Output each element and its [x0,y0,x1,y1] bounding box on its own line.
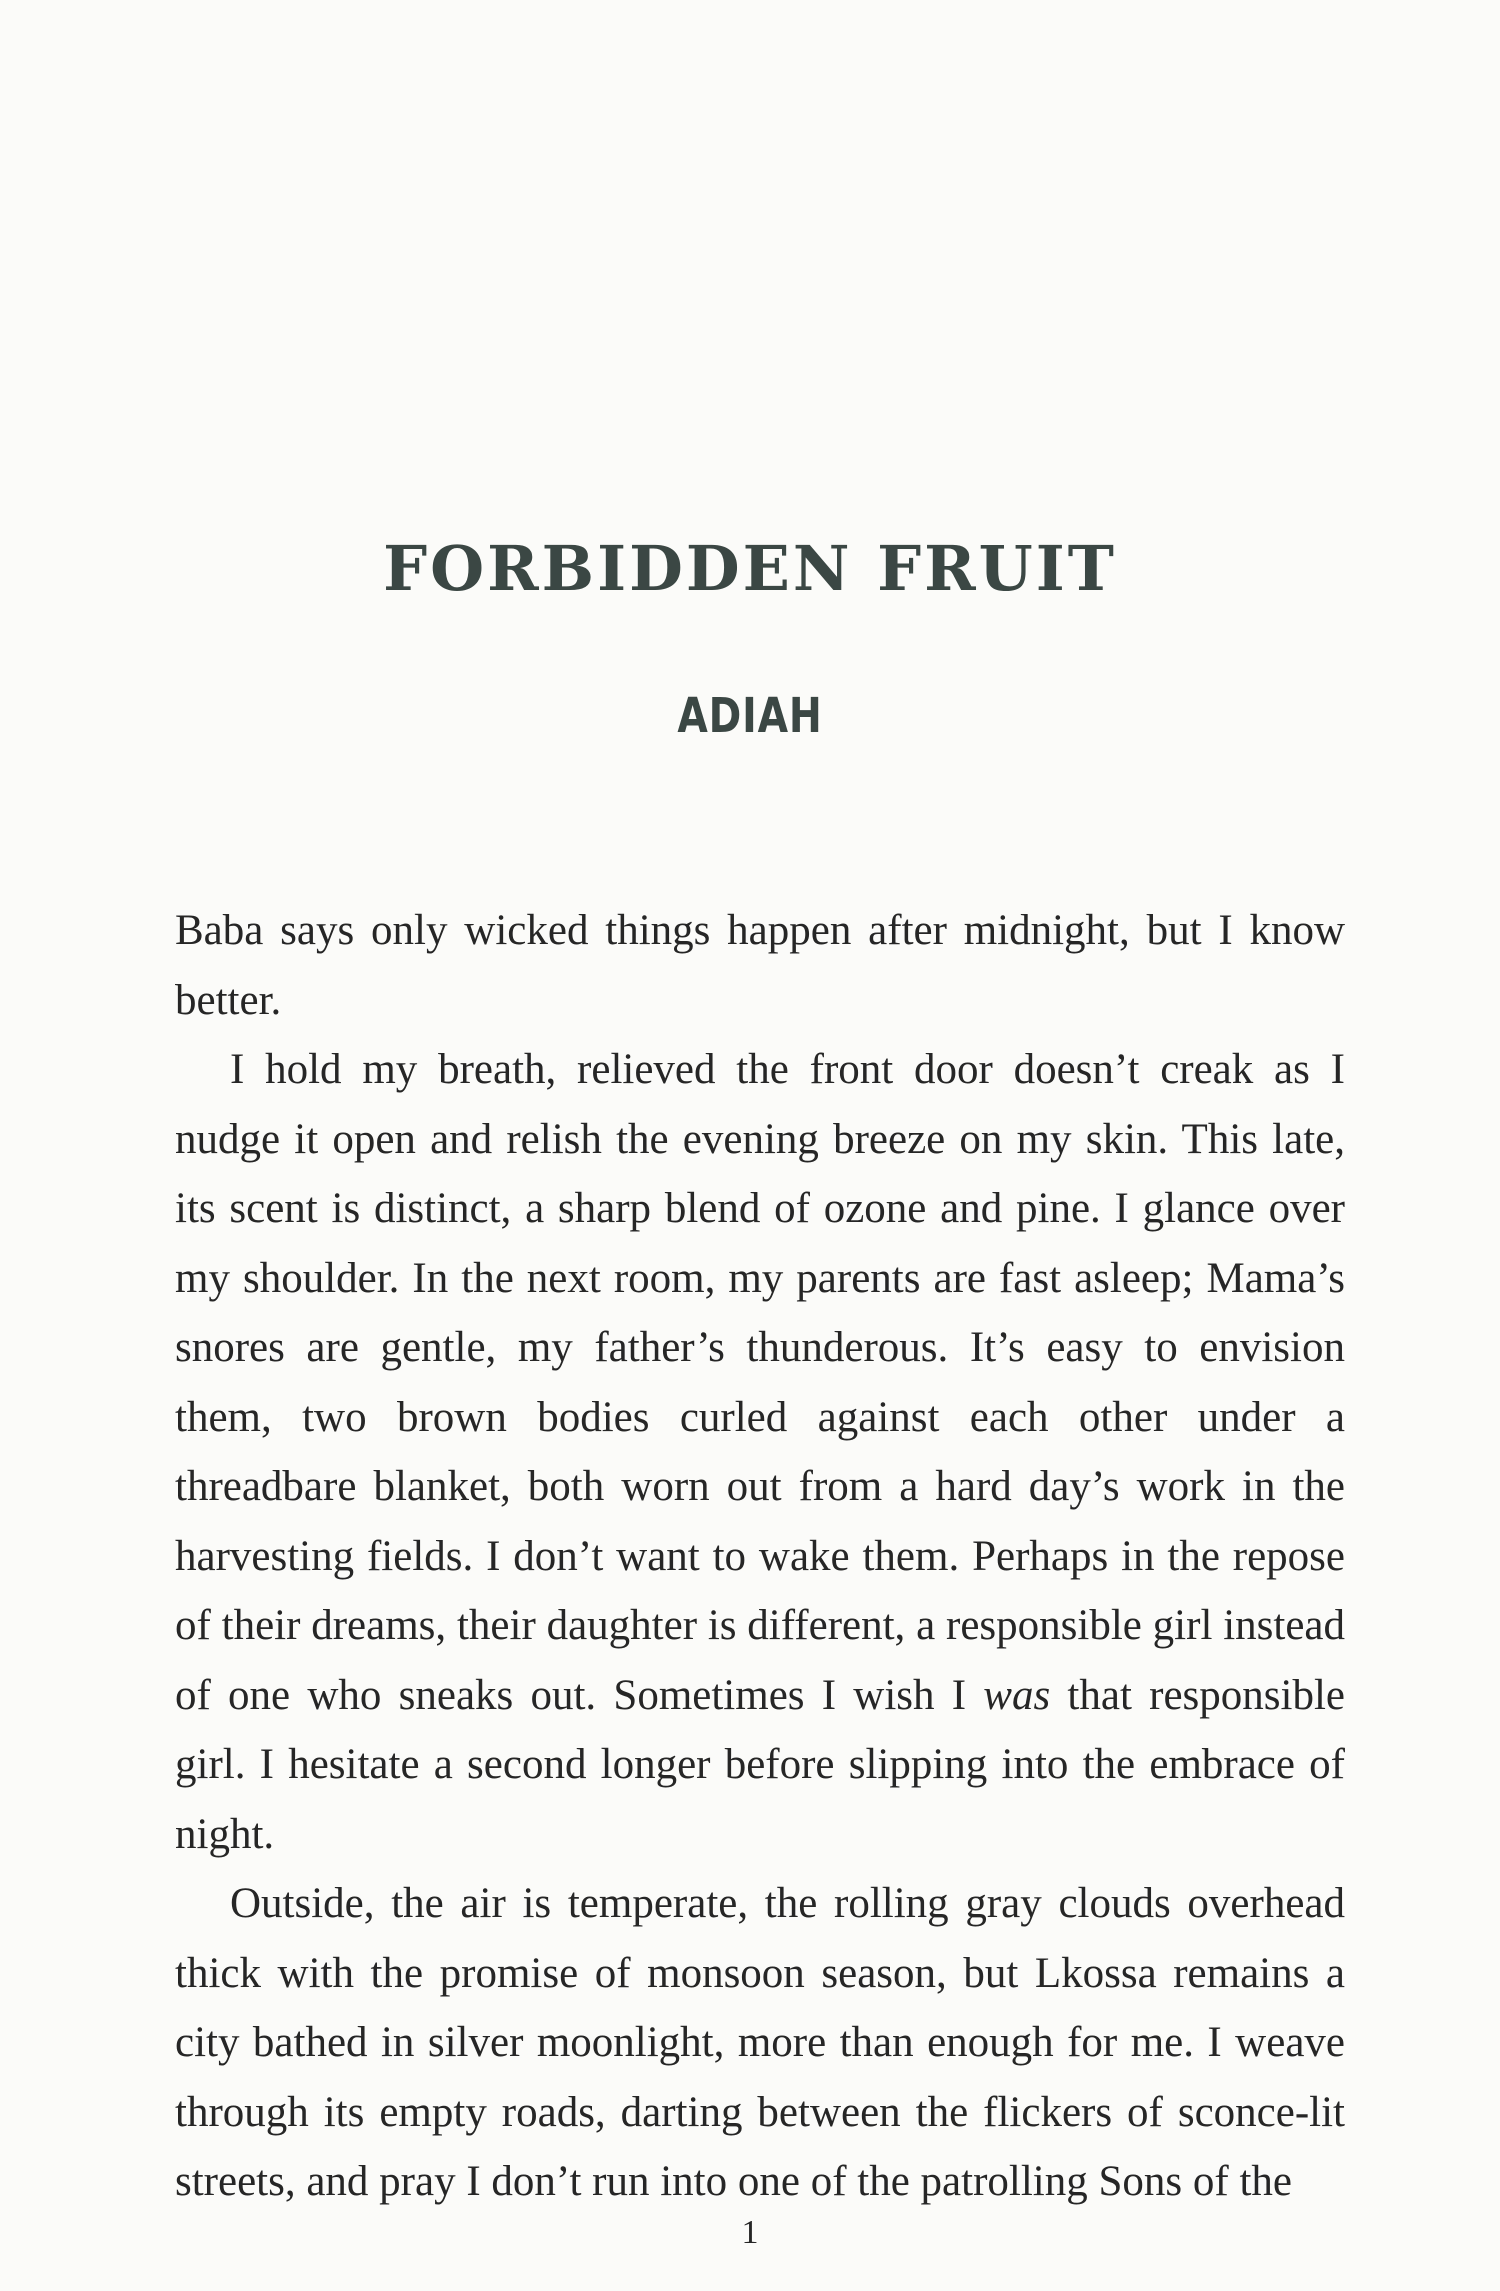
chapter-body [175,896,1345,2217]
chapter-title: FORBIDDEN FRUIT [383,532,1117,605]
paragraph-2 [175,1035,1345,1869]
paragraph-2-text-before: I hold my breath, relieved the front door doesn’t creak as I nudge it open and relish the evening breeze on my skin. This late, its scent is distinct, a sharp blend of ozone and pine. I glance over my shoulder. In the next room, my parents are fast asleep; Mama’s snores are gentle, my father’s thunderous. It’s easy to envision them, two brown bodies curled against each other under a threadbare blanket, both worn out from a hard day’s work in the harvesting fields. I don’t want to wake them. Perhaps in the repose of their dreams, their daughter is different, a responsible girl instead of one who sneaks out. Sometimes I wish I [175,1046,1345,1719]
paragraph-1: Baba says only wicked things happen after midnight, but I know better. [175,907,1345,1024]
paragraph-2-emphasis: was [983,1671,1051,1719]
paragraph-3: Outside, the air is temperate, the rolling gray clouds overhead thick with the promise of monsoon season, but Lkossa remains a city bathed in silver moonlight, more than enough for me. I weave through its empty roads, darting between the flickers of sconce-lit streets, and pray I don’t run into one of the patrolling Sons of the [175,1880,1345,2205]
page-number: 1 [741,2214,759,2251]
paragraph-2-text-after: that responsible girl. I hesitate a second longer before slipping into the embrace of night. [175,1671,1345,1858]
chapter-pov-name: ADIAH [677,688,823,744]
